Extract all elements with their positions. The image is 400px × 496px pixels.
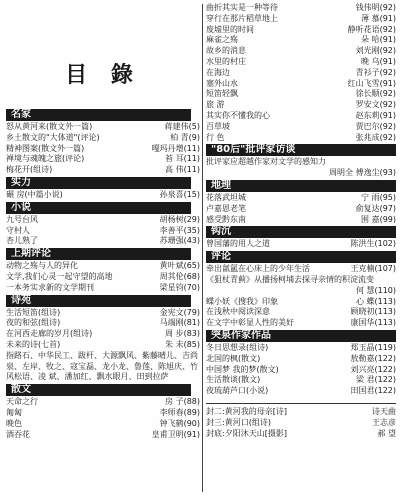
toc-entry[interactable] (6, 236, 200, 247)
entry-author-page: 田国君(122) (350, 386, 396, 396)
toc-entry[interactable] (6, 272, 200, 283)
toc-entry[interactable] (6, 397, 200, 408)
entry-author-page: 罗安文(92) (355, 100, 396, 110)
entry-author-page: 苏珊强(43) (159, 236, 200, 246)
entry-title: 梅花开(组诗) (6, 165, 53, 175)
toc-entry[interactable] (206, 193, 396, 204)
column-divider (202, 4, 203, 492)
entry-title: 杏儿熟了 (6, 236, 38, 246)
toc-entry[interactable] (6, 308, 200, 319)
entry-author-page: 胡杨树(29) (159, 214, 200, 224)
section-heading: "80后"批评家访谈 (206, 144, 396, 156)
entry-author-page: 李师春(89) (159, 407, 200, 417)
entry-title: 《狙杖青蓟》从播扬柯埔去探寻亲情的积淀流变 (206, 274, 374, 284)
entry-author-page: 刘兴亮(122) (350, 364, 396, 374)
entry-title: 封三:黄河口(组诗) (206, 417, 271, 427)
section-xiaoshuo (6, 202, 200, 247)
toc-entry[interactable] (6, 419, 200, 430)
entry-title: 酒吞花 (6, 429, 30, 439)
toc-entry[interactable] (206, 168, 396, 179)
entry-author-page: 孙泉喜(15) (159, 189, 200, 199)
toc-entry[interactable] (206, 215, 396, 226)
entry-title: 穿行在那片稻草地上 (206, 13, 278, 23)
entry-author-page: 张兆成(92) (355, 132, 396, 142)
entry-author-page: 周明全 傅逸尘(93) (329, 168, 396, 178)
toc-entry[interactable] (206, 79, 396, 90)
toc-entry[interactable] (206, 365, 396, 376)
entry-title: 封底:夕阳沐天山[摄影] (206, 428, 287, 438)
entry-title: 感受黔东南 (206, 214, 246, 224)
entry-title: 在文字中彰显人性的美好 (206, 318, 294, 328)
entry-author-page: 晚 乌(91) (361, 56, 396, 66)
entry-title: 麻雀之殇 (206, 35, 238, 45)
toc-entry[interactable] (206, 35, 396, 46)
entry-author-page: 薄 慕(91) (361, 13, 396, 23)
entry-author-page: 钟飞鹤(90) (159, 418, 200, 428)
section-heading: 实力 (6, 177, 191, 189)
section-sanwen (6, 384, 200, 440)
entry-title: 九号台风 (6, 214, 38, 224)
entry-title: 在河西走廊的岁月(组诗) (6, 329, 93, 339)
entry-author-page: 诗天曲 (372, 406, 396, 416)
entry-title: 百草坡 (206, 121, 230, 131)
section-prose-continued (206, 3, 396, 143)
toc-entry[interactable] (6, 408, 200, 419)
section-heading: 评论 (206, 251, 396, 263)
entry-author-page: 赵东莉(91) (355, 110, 396, 120)
entry-title: 未来的诗(七首) (6, 339, 61, 349)
title-area (6, 0, 200, 108)
toc-entry[interactable] (6, 144, 200, 155)
entry-author-page: 梁星钧(70) (159, 282, 200, 292)
entry-title: 短笛轻飘 (206, 89, 238, 99)
entry-author-page: 皇甫卫明(91) (151, 429, 200, 439)
section-critic-interview (206, 144, 396, 179)
section-dili (206, 180, 396, 225)
entry-title: 行 色 (206, 132, 225, 142)
toc-entry[interactable] (206, 264, 396, 275)
toc-entry[interactable] (6, 165, 200, 176)
toc-entry[interactable] (206, 46, 396, 57)
toc-entry[interactable] (6, 154, 200, 165)
toc-entry[interactable] (206, 133, 396, 144)
entry-author-page: 围 嘉(99) (361, 214, 396, 224)
section-heading: 名家 (6, 109, 191, 121)
toc-entry[interactable] (206, 204, 396, 215)
entry-author-page: 李善平(35) (159, 225, 200, 235)
section-last-issue-review (6, 248, 200, 293)
entry-author-page: 苔 耳(11) (165, 154, 200, 164)
toc-entry[interactable] (206, 286, 396, 297)
toc-entry[interactable] (206, 68, 396, 79)
entry-author-page: 郝 望 (377, 428, 396, 438)
section-covers (206, 403, 396, 439)
toc-entry[interactable] (6, 122, 200, 133)
entry-author-page: 何 慧(110) (355, 285, 396, 295)
entry-author-page: 金宪文(79) (159, 307, 200, 317)
entry-title: 曾国藩的用人之道 (206, 239, 270, 249)
toc-entry[interactable] (206, 111, 396, 122)
section-heading: 钩沉 (206, 226, 396, 238)
toc-entry[interactable] (206, 3, 396, 14)
entry-title: 在海边 (206, 67, 230, 77)
toc-entry[interactable] (206, 343, 396, 354)
toc-entry[interactable] (206, 354, 396, 365)
toc-entry[interactable] (6, 283, 200, 294)
entry-title: 北国的枫(散文) (206, 353, 261, 363)
right-column (206, 0, 396, 439)
entry-author-page: 蒋建伟(5) (164, 122, 200, 131)
entry-title: 夜的和弦(组诗) (6, 318, 61, 328)
section-heading: 上期评论 (6, 248, 191, 260)
entry-author-page: 青衫子(92) (355, 67, 396, 77)
toc-entry[interactable] (6, 226, 200, 237)
toc-entry[interactable] (206, 100, 396, 111)
entry-title: 生活短笛(组诗) (6, 307, 61, 317)
entry-title: 禅境与魂魄之旅(评论) (6, 154, 85, 164)
entry-title: 曲折其实是一种等待 (206, 3, 278, 12)
entry-title: 花落武坦城 (206, 192, 246, 202)
entry-title: 封二:黄河我的母亲[诗] (206, 406, 287, 416)
toc-entry[interactable] (6, 329, 200, 340)
section-heading: 小说 (6, 202, 191, 214)
entry-author-page: 嘎玛丹增(11) (151, 143, 200, 153)
toc-entry[interactable] (206, 318, 396, 329)
poets-list: 指路石、中华民工、跋杆、大源飘风、紫藤晴儿、吉尚泉、左岸、牧之、寇宝磊、龙小龙、鲁莲、陈旭庆、竹风松语、凌 斌、潘加红、飘水眼月、田到拉萨 (6, 350, 198, 382)
entry-title: 乡土散文的"大体道"(评论) (6, 132, 100, 142)
section-heading: 诗苑 (6, 295, 191, 307)
entry-title: 文学,我们心灵一起守望的高地 (6, 271, 113, 281)
entry-title: 水里的村庄 (206, 56, 246, 66)
entry-author-page: 高 伟(11) (165, 165, 200, 175)
entry-author-page: 黄叶斌(65) (159, 261, 200, 271)
entry-author-page: 静听花语(92) (347, 24, 396, 34)
entry-title: 一本务实求新的文学期刊 (6, 282, 94, 292)
entry-author-page: 房 子(88) (165, 397, 200, 407)
entry-author-page: 俞复达(97) (355, 203, 396, 213)
entry-title: 晚色 (6, 418, 22, 428)
toc-entry[interactable] (206, 429, 396, 440)
entry-author-page: 陈洪生(102) (350, 239, 396, 249)
section-shiyuan (6, 295, 200, 384)
toc-entry[interactable] (206, 386, 396, 397)
toc-entry[interactable] (206, 25, 396, 36)
entry-author-page: 宁 雨(95) (361, 192, 396, 202)
entry-author-page: 徐长顺(92) (355, 89, 396, 99)
entry-author-page: 周其伦(68) (159, 271, 200, 281)
entry-author-page: 刘光刚(92) (355, 46, 396, 56)
toc-entry[interactable] (206, 57, 396, 68)
toc-entry[interactable] (206, 14, 396, 25)
entry-title: 塞外山水 (206, 78, 238, 88)
section-pinglun (206, 251, 396, 329)
entry-author-page: 康国华(113) (350, 318, 396, 328)
toc-entry[interactable] (206, 407, 396, 418)
entry-title: 精神图案(散文外一篇) (6, 143, 85, 153)
entry-title: 中国梦 我的梦(散文) (206, 364, 279, 374)
entry-title: 蝶小妖《搜我》印象 (206, 296, 278, 306)
section-heading: 突泉作家作品 (206, 330, 396, 342)
entry-author-page: 王志彦 (372, 417, 396, 427)
toc-entry[interactable] (6, 430, 200, 441)
section-tuquan-writers (206, 330, 396, 397)
section-gouchen (206, 226, 396, 250)
entry-author-page: 柏 青(9) (170, 132, 200, 142)
toc-entry[interactable] (6, 190, 200, 201)
entry-author-page: 朱 未(85) (165, 339, 200, 349)
entry-author-page: 心 蝶(113) (355, 296, 396, 306)
entry-author-page: 钱伟明(92) (355, 3, 396, 12)
toc-entry[interactable] (6, 133, 200, 144)
page-title: 目 錄 (65, 63, 141, 88)
toc-entry[interactable] (206, 89, 396, 100)
toc-entry[interactable] (6, 261, 200, 272)
section-heading: 散文 (6, 384, 191, 396)
entry-title: 废墟里的时间 (206, 24, 254, 34)
toc-entry[interactable] (206, 375, 396, 386)
entry-author-page: 贾巴尔(92) (355, 121, 396, 131)
entry-title: 在浅秋中阅读深意 (206, 307, 270, 317)
entry-author-page: 马端刚(81) (159, 318, 200, 328)
toc-entry[interactable] (6, 215, 200, 226)
interview-title: 批评家应超越作家对文学的感知力 (206, 157, 326, 167)
entry-author-page: 郑玉晶(119) (350, 342, 396, 352)
entry-title: 天命之行 (6, 397, 38, 407)
entry-author-page: 梁 君(122) (355, 375, 396, 385)
entry-author-page: 红山飞雪(91) (347, 78, 396, 88)
entry-title: 故乡的消息 (206, 46, 246, 56)
entry-title: 夜琉葫芦口(小说) (206, 386, 269, 396)
entry-title: 怒从黄河来(散文外一篇) (6, 122, 93, 131)
toc-entry[interactable] (206, 418, 396, 429)
entry-title: 动物之殇与人的异化 (6, 261, 78, 271)
left-column (6, 0, 200, 440)
toc-entry[interactable] (206, 239, 396, 250)
entry-title: 碾 房(中篇小说) (6, 189, 63, 199)
entry-title: 牵出氤氲在心床上的少年生活 (206, 264, 310, 274)
section-mingjia (6, 109, 200, 176)
toc-entry[interactable] (6, 318, 200, 329)
entry-title: 守村人 (6, 225, 30, 235)
section-shili (6, 177, 200, 201)
entry-author-page: 王克楠(107) (350, 264, 396, 274)
toc-entry[interactable] (206, 122, 396, 133)
entry-title: 生活散谈(散文) (206, 375, 261, 385)
entry-title: 卢嘉恩老笔 (206, 203, 246, 213)
entry-title: 旅 游 (206, 100, 225, 110)
toc-entry[interactable] (6, 340, 200, 351)
toc-entry[interactable] (206, 307, 396, 318)
entry-author-page: 周 步(83) (165, 329, 200, 339)
entry-title: 其实你不懂我的心 (206, 110, 270, 120)
entry-author-page: 敖勒嘉(122) (350, 353, 396, 363)
entry-title: 冬日思想录(组诗) (206, 342, 269, 352)
entry-title: 匍匐 (6, 407, 22, 417)
entry-author-page: 顾晓初(113) (350, 307, 396, 317)
entry-author-page: 朵 哈(91) (361, 35, 396, 45)
toc-entry[interactable] (206, 275, 396, 286)
toc-entry[interactable] (206, 297, 396, 308)
section-heading: 地理 (206, 180, 396, 192)
